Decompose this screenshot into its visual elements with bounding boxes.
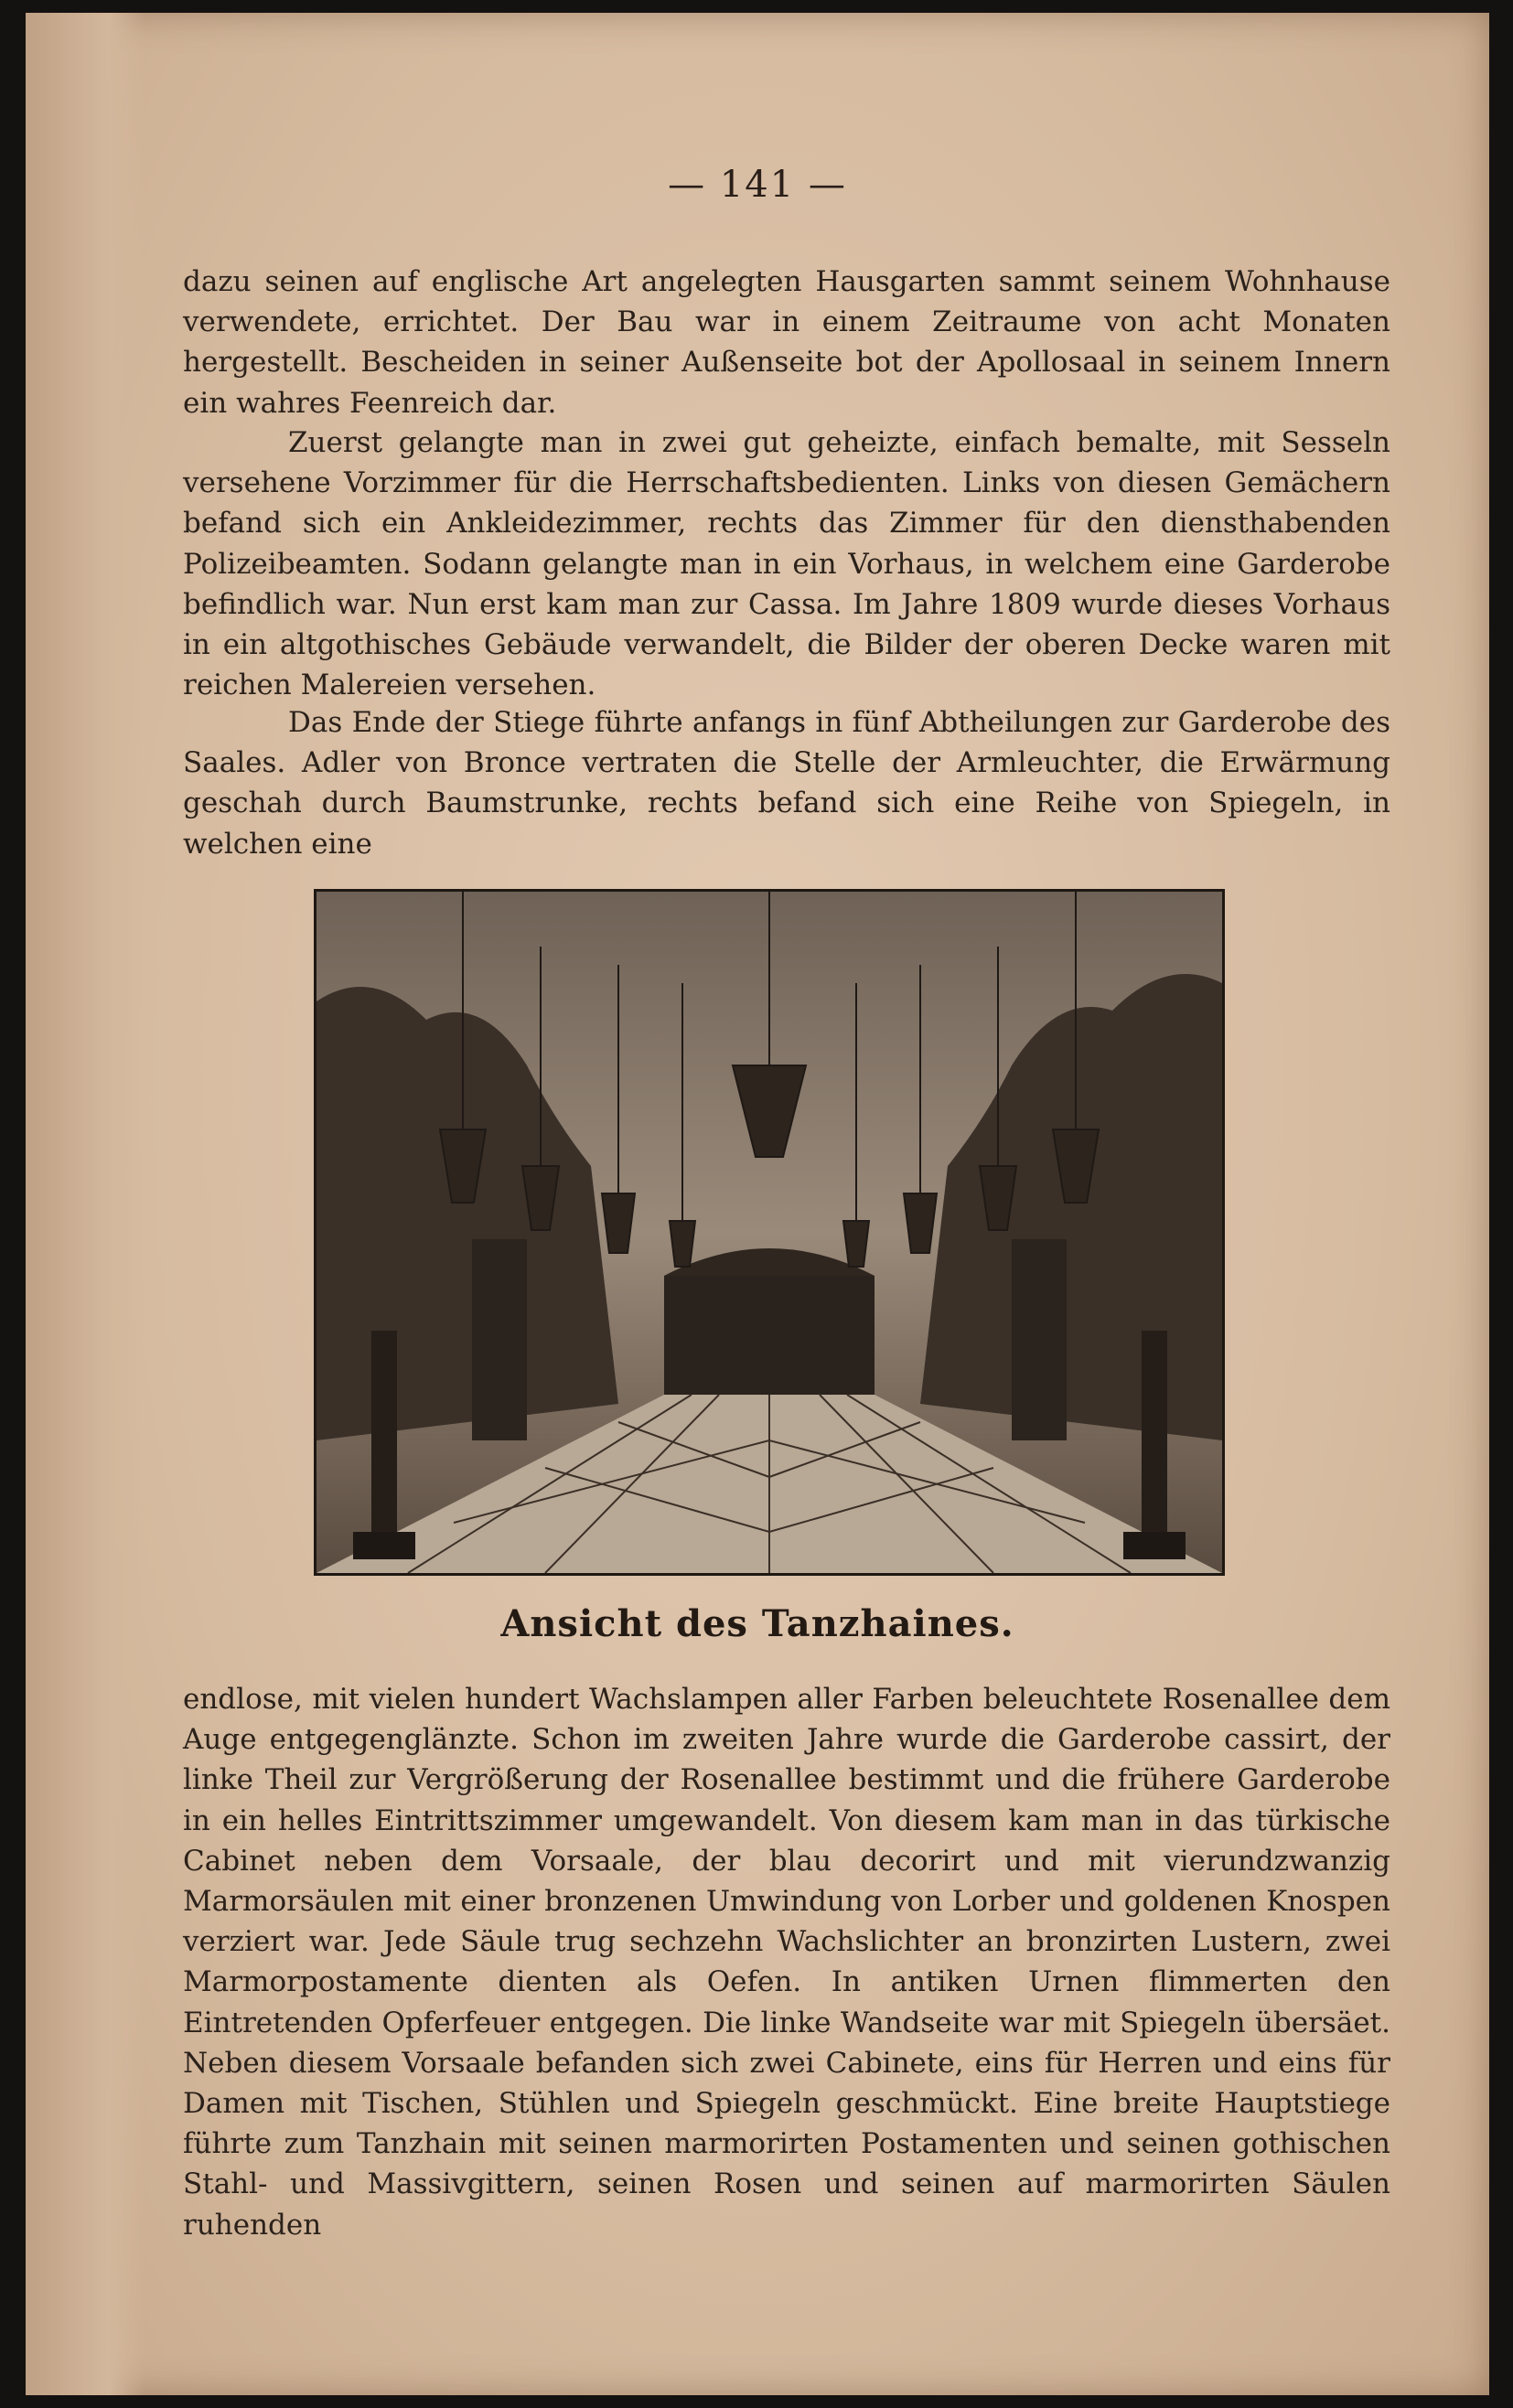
paragraph-2: Zuerst gelangte man in zwei gut geheizte, einfach bemalte, mit Sesseln versehene Vorzimmer für die Herrschaftsbedienten. Links von diesen Gemächern befand sich ein Ankleidezimmer, rechts das Zimmer für den diensthabenden Polizeibeamten. Sodann gelangte man in ein Vorhaus, in welchem eine Garderobe befindlich war. Nun erst kam man zur Cassa. Im Jahre 1809 wurde dieses Vorhaus in ein altgothisches Gebäude verwandelt, die Bilder der oberen Decke waren mit reichen Malereien versehen.: [183, 426, 1390, 702]
engraving-dance-grove: [314, 889, 1225, 1576]
book-page: [26, 13, 1489, 2395]
page-gutter: [26, 13, 145, 2395]
paragraph-4: endlose, mit vielen hundert Wachslampen aller Farben beleuchtete Rosenallee dem Auge entgegenglänzte. Schon im zweiten Jahre wurde die Garderobe cassirt, der linke Theil zur Vergrößerung der Rosenallee bestimmt und die frühere Garderobe in ein helles Eintrittszimmer umgewandelt. Von diesem kam man in das türkische Cabinet neben dem Vorsaale, der blau decorirt und mit vierundzwanzig Marmorsäulen mit einer bronzenen Umwindung von Lorber und goldenen Knospen verziert war. Jede Säule trug sechzehn Wachslichter an bronzirten Lustern, zwei Marmorpostamente dienten als Oefen. In antiken Urnen flimmerten den Eintretenden Opferfeuer entgegen. Die linke Wandseite war mit Spiegeln übersäet. Neben diesem Vorsaale befanden sich zwei Cabinete, eins für Herren und eins für Damen mit Tischen, Stühlen und Spiegeln geschmückt. Eine breite Hauptstiege führte zum Tanzhain mit seinen marmorirten Postamenten und seinen gothischen Stahl- und Massivgittern, seinen Rosen und seinen auf marmorirten Säulen ruhenden: [183, 1683, 1390, 2242]
paragraph-1: dazu seinen auf englische Art angelegten Hausgarten sammt seinem Wohnhause verwendete, errichtet. Der Bau war in einem Zeitraume von acht Monaten hergestellt. Bescheiden in seiner Außenseite bot der Apollosaal in seinem Innern ein wahres Feenreich dar.: [183, 265, 1390, 420]
page-number: — 141 —: [668, 164, 847, 206]
engraving-image: [317, 892, 1222, 1573]
illustration-caption: Ansicht des Tanzhaines.: [500, 1602, 1014, 1645]
paragraph-3: Das Ende der Stiege führte anfangs in fünf Abtheilungen zur Garderobe des Saales. Adler von Bronce vertraten die Stelle der Armleuchter, die Erwärmung geschah durch Baumstrunke, rechts befand sich eine Reihe von Spiegeln, in welchen eine: [183, 706, 1390, 861]
